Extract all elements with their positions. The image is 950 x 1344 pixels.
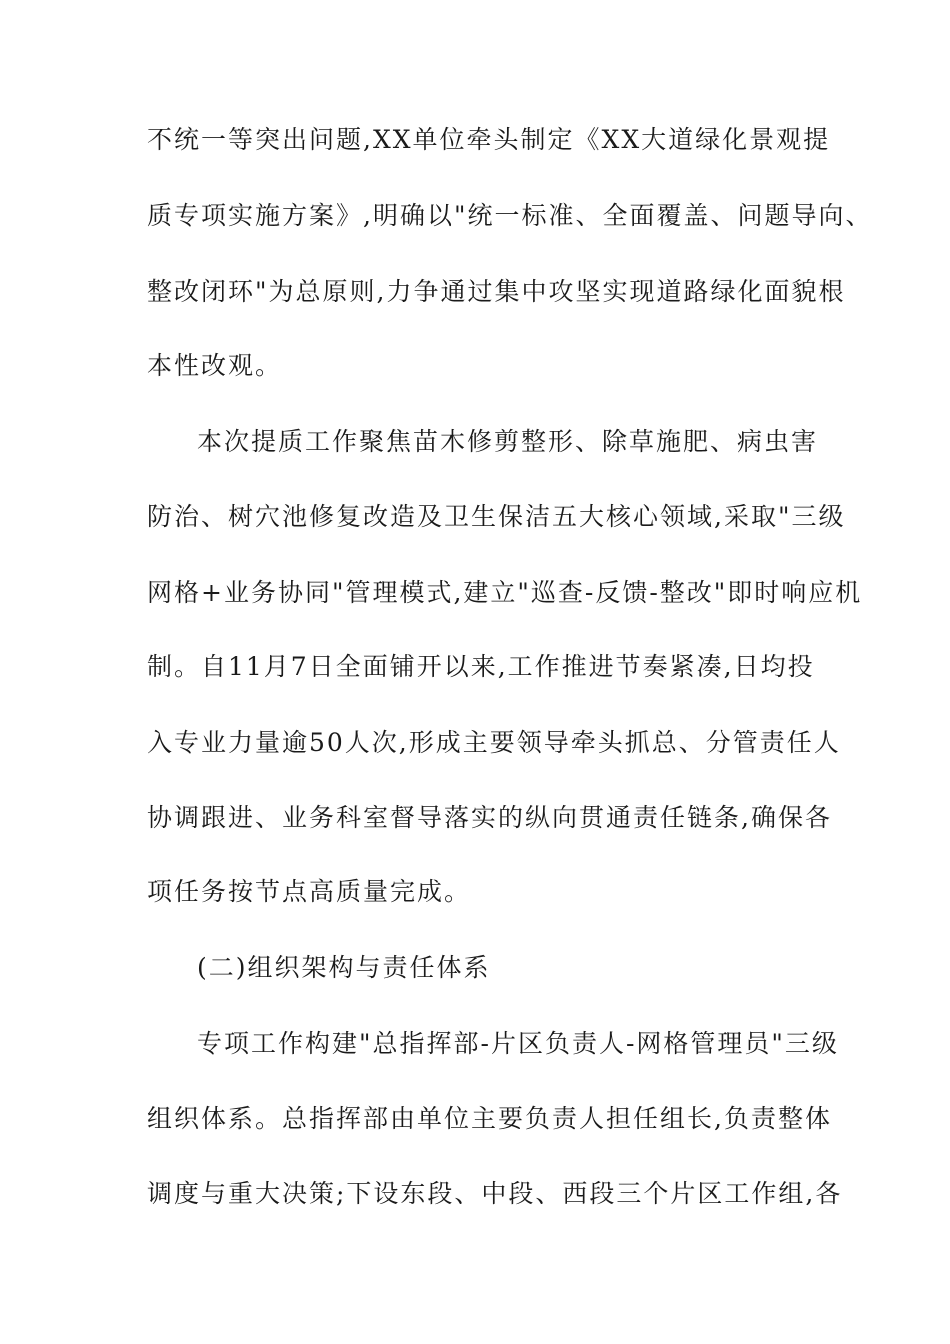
text-line: 入专业力量逾50人次,形成主要领导牵头抓总、分管责任人 [147, 728, 841, 757]
text-line: 本次提质工作聚焦苗木修剪整形、除草施肥、病虫害 [197, 427, 819, 456]
text-line: 专项工作构建"总指挥部-片区负责人-网格管理员"三级 [197, 1029, 839, 1058]
text-line: 协调跟进、业务科室督导落实的纵向贯通责任链条,确保各 [147, 803, 832, 832]
text-line: 本性改观。 [147, 351, 283, 380]
text-line: 网格+业务协同"管理模式,建立"巡查-反馈-整改"即时响应机 [147, 578, 863, 607]
text-line: 质专项实施方案》,明确以"统一标准、全面覆盖、问题导向、 [147, 201, 873, 230]
section-heading: (二)组织架构与责任体系 [197, 953, 491, 982]
text-line: 不统一等突出问题,XX单位牵头制定《XX大道绿化景观提 [147, 125, 831, 154]
text-line: 制。自11月7日全面铺开以来,工作推进节奏紧凑,日均投 [147, 652, 815, 681]
text-line: 项任务按节点高质量完成。 [147, 877, 472, 906]
text-line: 调度与重大决策;下设东段、中段、西段三个片区工作组,各 [147, 1179, 843, 1208]
text-line: 组织体系。总指挥部由单位主要负责人担任组长,负责整体 [147, 1104, 832, 1133]
text-line: 整改闭环"为总原则,力争通过集中攻坚实现道路绿化面貌根 [147, 277, 846, 306]
text-line: 防治、树穴池修复改造及卫生保洁五大核心领域,采取"三级 [147, 502, 846, 531]
